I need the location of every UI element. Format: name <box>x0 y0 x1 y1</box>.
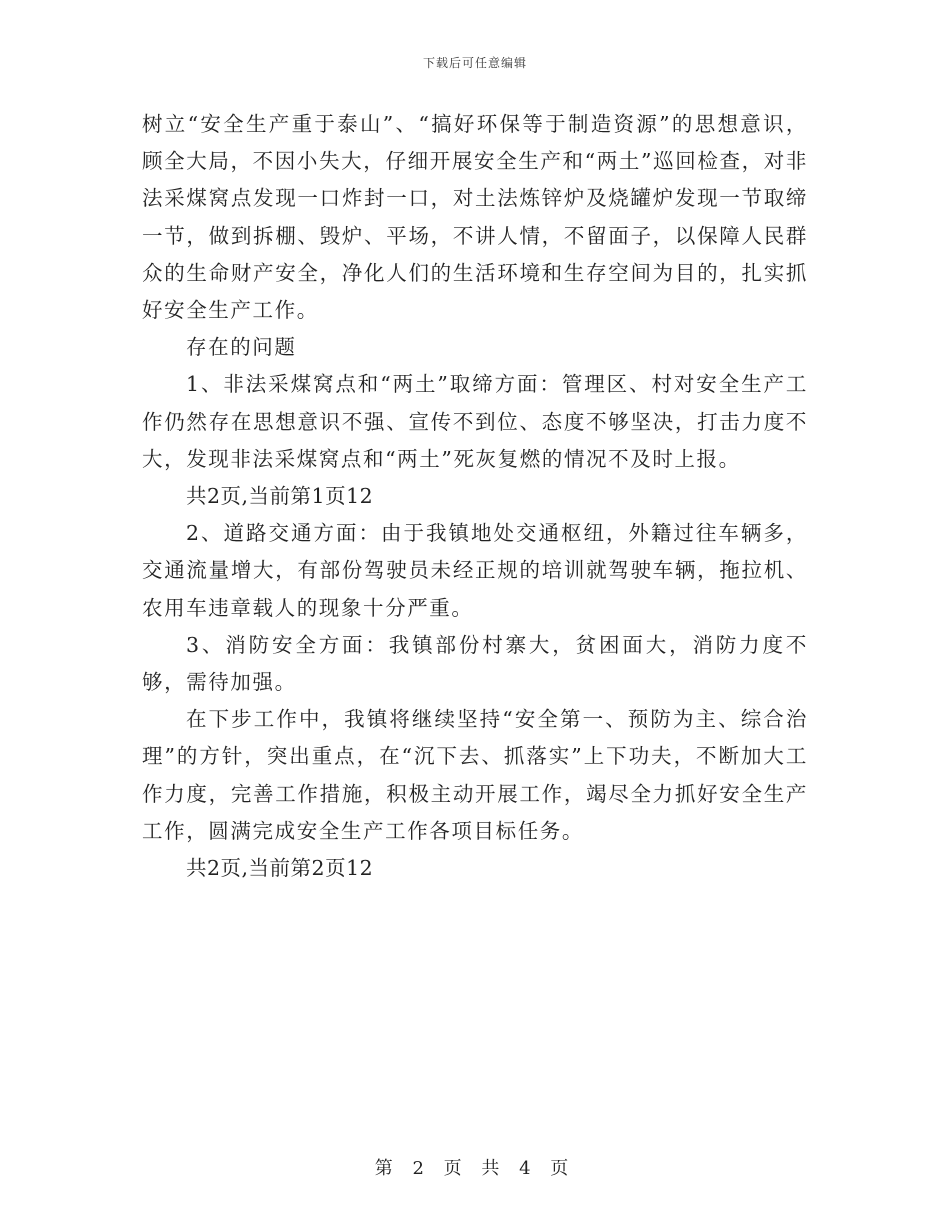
paragraph-intro: 树立“安全生产重于泰山”、“搞好环保等于制造资源”的思想意识，顾全大局，不因小失大，仔细开展安全生产和“两土”巡回检查，对非法采煤窝点发现一口炸封一口，对土法炼锌炉及烧罐炉发现一节取缔一节，做到拆棚、毁炉、平场，不讲人情，不留面子，以保障人民群众的生命财产安全，净化人们的生活环境和生存空间为目的，扎实抓好安全生产工作。 <box>142 112 808 323</box>
paragraph-next-steps: 在下步工作中，我镇将继续坚持“安全第一、预防为主、综合治理”的方针，突出重点，在“沉下去、抓落实”上下功夫，不断加大工作力度，完善工作措施，积极主动开展工作，竭尽全力抓好安全生产工作，圆满完成安全生产工作各项目标任务。 <box>142 707 808 843</box>
paragraph-problem-3: 3、消防安全方面：我镇部份村寨大，贫困面大，消防力度不够，需待加强。 <box>142 632 808 695</box>
page-footer: 第 2 页 共 4 页 <box>374 1158 576 1179</box>
page-marker-1: 共2页,当前第1页12 <box>186 484 374 509</box>
paragraph-problem-1: 1、非法采煤窝点和“两土”取缔方面：管理区、村对安全生产工作仍然存在思想意识不强、宣传不到位、态度不够坚决，打击力度不大，发现非法采煤窝点和“两土”死灰复燃的情况不及时上报。 <box>142 372 808 471</box>
document-body <box>142 106 808 887</box>
page-marker-2: 共2页,当前第2页12 <box>186 856 374 881</box>
header-note: 下载后可任意编辑 <box>422 56 527 70</box>
section-heading-problems: 存在的问题 <box>186 335 297 360</box>
paragraph-problem-2: 2、道路交通方面：由于我镇地处交通枢纽，外籍过往车辆多，交通流量增大，有部份驾驶员未经正规的培训就驾驶车辆，拖拉机、农用车违章载人的现象十分严重。 <box>142 521 808 620</box>
